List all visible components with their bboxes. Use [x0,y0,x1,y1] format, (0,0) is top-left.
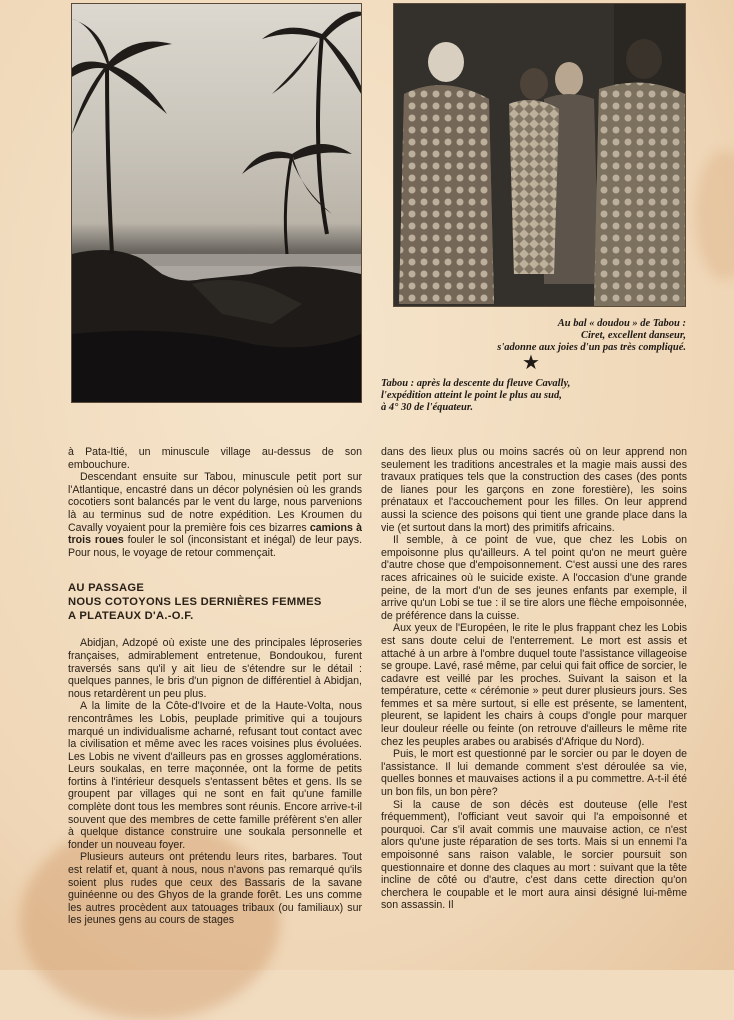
paragraph: Puis, le mort est questionné par le sorcier ou par le doyen de l'assistance. Il lui demande comment s'est déroulée sa vie, quelles bonnes et mauvaises actions il a pu commettre. A-t-il été un bon fils, un bon père? [381,748,687,799]
paragraph: Plusieurs auteurs ont prétendu leurs rites, barbares. Tout est relatif et, quant à nous, nous n'avons pas remarqué qu'ils soient plus rudes que ceux des Bassaris de la savane guinéenne ou des Ghyos de la grande forêt. Les uns comme les autres procèdent aux tatouages tribaux (ou familiaux) sur les jeunes gens au cours de stages [68,851,362,927]
paragraph: Abidjan, Adzopé où existe une des principales léproseries françaises, admirablement entretenue, Bondoukou, furent traversés sans qu'il y ait lieu de s'étendre sur le détail : quelques pannes, le bris d'un pignon de différentiel à Abidjan, nous retardèrent un peu plus. [68,637,362,700]
article-column-left [68,446,362,927]
caption-line: Au bal « doudou » de Tabou : [557,318,686,329]
star-icon: ★ [522,352,540,374]
dancers-illustration [394,4,685,306]
bold-text: camions à trois roues [68,521,362,547]
caption-line: l'expédition atteint le point le plus au sud, [381,390,562,401]
section-heading [68,581,362,623]
paragraph: à Pata-Itié, un minuscule village au-dessus de son embouchure. [68,446,362,471]
caption-doudou-ball [386,318,686,354]
paragraph: Si la cause de son décès est douteuse (elle l'est fréquemment), l'officiant veut savoir qui l'a empoisonné et pourquoi. Car s'il avait commis une mauvaise action, ce n'est alors qu'une juste réparation de ses torts. Mais si un ennemi l'a empoisonné sans raison valable, le sorcier poursuit son questionnaire et donne des claques au mort : suivant que la tête incline de côté ou d'autre, c'est dans cette direction qu'on cherchera le coupable et le mort aura ainsi désigné lui-même son assassin. Il [381,798,687,912]
paragraph: A la limite de la Côte-d'Ivoire et de la Haute-Volta, nous rencontrâmes les Lobis, peuplade primitive qui a toujours marqué un individualisme acharné, refusant tout contact avec la civilisation et même avec les races voisines plus évoluées. Les Lobis ne vivent d'ailleurs pas en grosses agglomérations. Leurs soukalas, en terre maçonnée, ont la forme de petits fortins à l'intérieur desquels s'entassent bêtes et gens. Ils se groupent par villages qui ne sont en fait qu'une famille complète dont tous les membres sont réunis. Encore arrive-t-il souvent que des membres de cette famille préfèrent s'en aller à quelque distance construire une soukala personnelle et fonder un nouveau foyer. [68,700,362,851]
caption-tabou [381,378,681,414]
photo-tabou-coast [71,3,362,403]
palm-coast-illustration [72,4,361,402]
text-run: fouler le sol (inconsistant et inégal) de leur pays. Pour nous, le voyage de retour commençait. [68,534,363,559]
paragraph [68,471,362,559]
caption-line: s'adonne aux joies d'un pas très compliqué. [497,342,686,353]
heading-line: A PLATEAUX D'A.-O.F. [68,610,194,623]
edge-stain [695,150,734,280]
paragraph: Il semble, à ce point de vue, que chez les Lobis on empoisonne plus qu'ailleurs. A tel point qu'on ne meurt guère d'autre chose que d'empoisonnement. C'est aussi une des rares races africaines où le suicide existe. A l'occasion d'une grande peine, de la mort d'un de ses jeunes enfants par exemple, il arrive qu'un Lobi se tue : il se tire alors une flèche empoisonnée, de préférence dans la cuisse. [381,534,687,622]
paragraph: dans des lieux plus ou moins sacrés où on leur apprend non seulement les traditions ancestrales et la magie mais aussi des travaux pratiques tels que la construction des cases (des ponts de lianes pour les garçons en zone forestière), les soins prénataux et l'accouchement pour les filles. On leur apprend aussi la science des poisons qui tient une grande place dans la vie (et surtout dans la mort) des primitifs africains. [381,446,687,534]
caption-line: Tabou : après la descente du fleuve Cavally, [381,378,571,389]
text-run: Descendant ensuite sur Tabou, minuscule petit port sur l'Atlantique, encastré dans un décor polynésien où les grands cocotiers sont balancés par le vent du large, nous parvenions là au terminus sud de notre expédition. Les Kroumen du Cavally voyaient pour la première fois ces bizarres [68,471,362,534]
paragraph: Aux yeux de l'Européen, le rite le plus frappant chez les Lobis est sans doute celui de l'enterrement. Le mort est assis et attaché à un arbre à l'ombre duquel toute l'assistance villageoise se groupe. Lavé, rasé même, par celui qui fait office de sorcier, le cadavre est veillé par les proches. Suivant la saison et la température, cette « cérémonie » peut durer plusieurs jours. Ses femmes et sa mère surtout, si elle est présente, se lamentent, pleurent, se lapident les chairs à coups d'ongle pour marquer leur douleur réelle ou feinte (on retrouve d'ailleurs le même rite chez les peuples arabes ou arabisés d'Afrique du Nord). [381,622,688,748]
photo-doudou-ball [393,3,686,307]
caption-line: Ciret, excellent danseur, [581,330,686,341]
heading-line: NOUS COTOYONS LES DERNIÈRES FEMMES [68,596,322,609]
article-column-right [381,446,687,912]
caption-line: à 4° 30 de l'équateur. [381,402,473,413]
heading-line: AU PASSAGE [68,582,145,595]
